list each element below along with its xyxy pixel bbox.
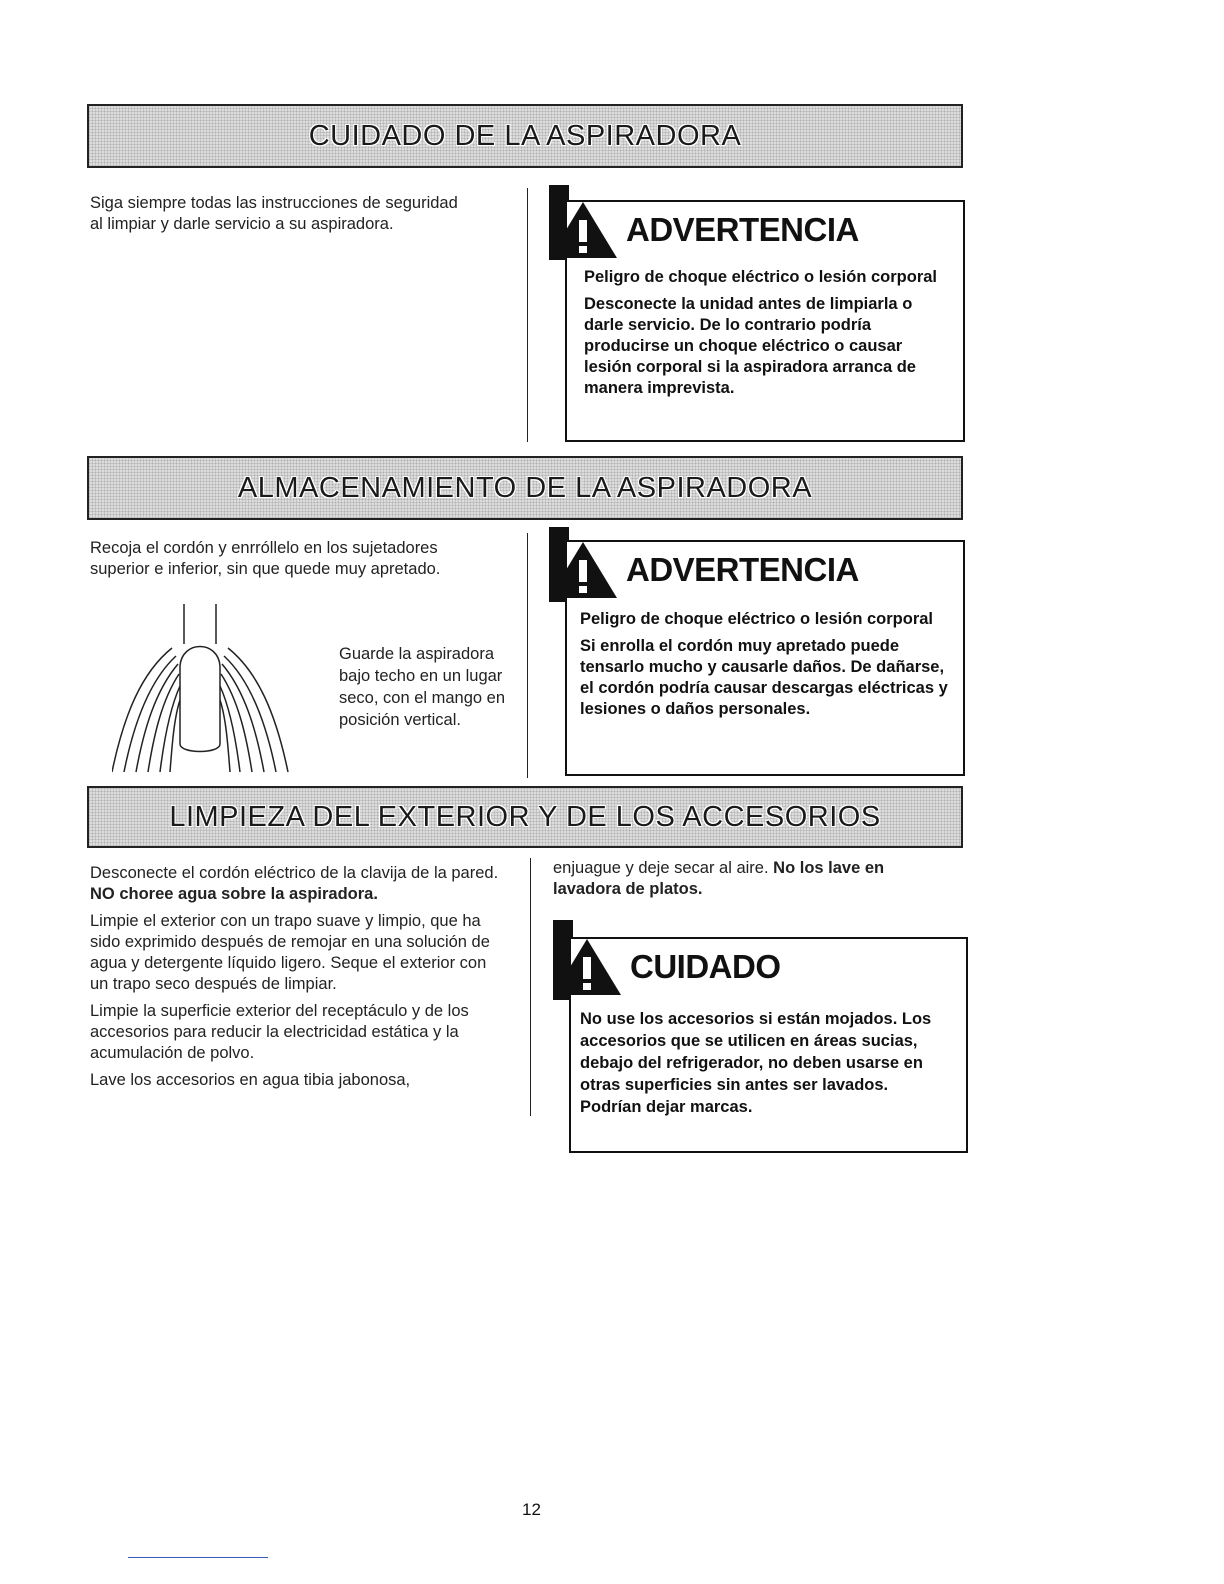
cleaning-p1-warning: NO choree agua sobre la aspiradora.: [90, 885, 378, 903]
warning-text-storage: [580, 609, 955, 726]
warning-triangle-icon: [547, 200, 619, 260]
care-intro: [90, 193, 460, 241]
storage-intro: [90, 538, 490, 586]
warning-label: ADVERTENCIA: [626, 551, 859, 588]
warning-triangle-icon: [547, 540, 619, 600]
cleaning-p4: Lave los accesorios en agua tibia jabonosa,: [90, 1071, 411, 1089]
cleaning-left-column: [90, 863, 502, 1097]
cleaning-p5-warning: No los lave en lavadora de platos.: [553, 859, 885, 898]
column-divider: [527, 533, 528, 778]
footer-rule: [128, 1557, 268, 1558]
page-number: 12: [522, 1500, 541, 1519]
cleaning-p1-text: Desconecte el cordón eléctrico de la clavija de la pared.: [90, 864, 499, 882]
warning-text-care: [584, 267, 952, 405]
cleaning-p3: Limpie la superficie exterior del receptáculo y de los accesorios para reducir la electricidad estática y la acumulación de polvo.: [90, 1002, 469, 1062]
caution-label: CUIDADO: [630, 948, 781, 985]
storage-note: Guarde la aspiradora bajo techo en un lugar seco, con el mango en posición vertical.: [339, 645, 506, 729]
warning-body: Desconecte la unidad antes de limpiarla o darle servicio. De lo contrario podría producirse un choque eléctrico o causar lesión corporal si la aspiradora arranca de manera imprevista.: [584, 295, 916, 397]
section-title: CUIDADO DE LA ASPIRADORA: [308, 119, 742, 152]
care-intro-text: Siga siempre todas las instrucciones de seguridad al limpiar y darle servicio a su aspiradora.: [90, 194, 458, 233]
column-divider: [530, 858, 531, 1116]
column-divider: [527, 188, 528, 442]
warning-label: ADVERTENCIA: [626, 211, 859, 248]
section-banner-care: [87, 104, 963, 168]
storage-intro-text: Recoja el cordón y enrróllelo en los sujetadores superior e inferior, sin que quede muy apretado.: [90, 539, 441, 578]
section-banner-cleaning: [87, 786, 963, 848]
warning-heading: Peligro de choque eléctrico o lesión corporal: [584, 268, 938, 286]
cleaning-right-column: [553, 858, 953, 906]
warning-body: Si enrolla el cordón muy apretado puede tensarlo mucho y causarle daños. De dañarse, el cordón podría causar descargas eléctricas y lesiones o daños personales.: [580, 637, 948, 718]
caution-triangle-icon: [551, 937, 623, 997]
cleaning-p1: [90, 863, 502, 905]
section-title: LIMPIEZA DEL EXTERIOR Y DE LOS ACCESORIOS: [169, 800, 881, 833]
warning-heading: Peligro de choque eléctrico o lesión corporal: [580, 610, 934, 628]
cleaning-p2: Limpie el exterior con un trapo suave y limpio, que ha sido exprimido después de remojar en una solución de agua y detergente líquido ligero. Seque el exterior con un trapo seco después de limpiar.: [90, 912, 490, 993]
cleaning-p5-text: enjuague y deje secar al aire.: [553, 859, 769, 877]
cleaning-p5: [553, 858, 953, 900]
cord-wrap-illustration: [112, 604, 312, 776]
caution-text: No use los accesorios si están mojados. Los accesorios que se utilicen en áreas sucias, debajo del refrigerador, no deben usarse en otras superficies sin antes ser lavados. Podrían dejar marcas.: [580, 1010, 932, 1116]
section-banner-storage: [87, 456, 963, 520]
section-title: ALMACENAMIENTO DE LA ASPIRADORA: [237, 471, 813, 504]
